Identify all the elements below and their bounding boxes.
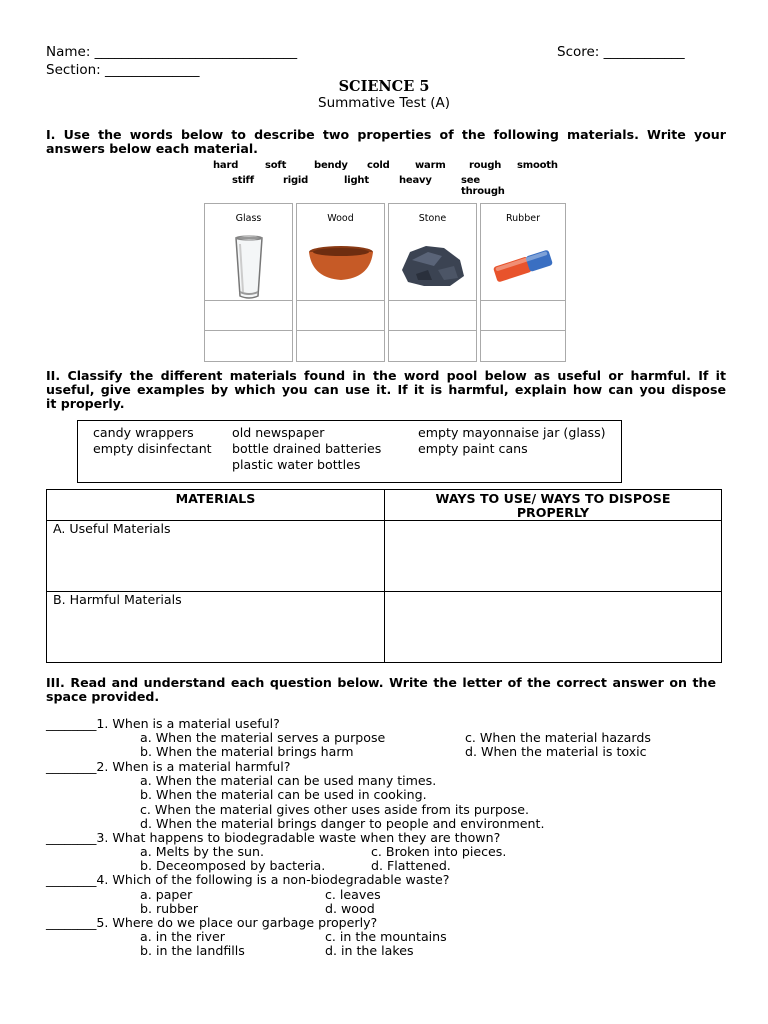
choice-2d: d. When the material brings danger to people and environment.: [140, 816, 545, 831]
word: see through: [461, 175, 505, 197]
answer-cell[interactable]: [480, 300, 566, 331]
page-title: SCIENCE 5: [338, 78, 430, 95]
part3-instruction-line1: III. Read and understand each question below. Write the letter of the correct answer on the: [46, 675, 716, 690]
question-2: ________2. When is a material harmful?: [46, 759, 291, 774]
part2-instruction-line2: useful, give examples by which you can use it. If it is harmful, explain how can you dispose: [46, 382, 726, 397]
material-card-wood: [296, 203, 385, 362]
question-4: ________4. Which of the following is a non-biodegradable waste?: [46, 872, 450, 887]
part3-instruction-line2: space provided.: [46, 689, 160, 704]
classification-table: [46, 489, 722, 663]
choice-3d: d. Flattened.: [371, 858, 451, 873]
word: hard: [213, 160, 239, 171]
question-5: ________5. Where do we place our garbage properly?: [46, 915, 378, 930]
choice-5b: b. in the landfills: [140, 943, 245, 958]
pool-item: empty mayonnaise jar (glass): [418, 425, 606, 440]
choice-3a: a. Melts by the sun.: [140, 844, 264, 859]
row-harmful-label: B. Harmful Materials: [47, 592, 385, 663]
choice-5c: c. in the mountains: [325, 929, 447, 944]
pool-item: bottle drained batteries: [232, 441, 382, 456]
material-card-glass: [204, 203, 293, 362]
material-label: Glass: [235, 213, 262, 224]
answer-cell[interactable]: [204, 330, 293, 362]
answer-cell[interactable]: [388, 330, 477, 362]
word: cold: [367, 160, 390, 171]
answer-cell[interactable]: [388, 300, 477, 331]
choice-3b: b. Deceomposed by bacteria.: [140, 858, 326, 873]
choice-4a: a. paper: [140, 887, 193, 902]
part1-instruction-line2: answers below each material.: [46, 141, 258, 156]
choice-5a: a. in the river: [140, 929, 225, 944]
answer-cell[interactable]: [204, 300, 293, 331]
answer-cell-useful[interactable]: [385, 521, 722, 592]
pool-item: empty paint cans: [418, 441, 528, 456]
part1-instruction-line1: I. Use the words below to describe two properties of the following materials. Write your: [46, 127, 726, 142]
choice-2c: c. When the material gives other uses aside from its purpose.: [140, 802, 530, 817]
answer-cell[interactable]: [296, 300, 385, 331]
word: light: [344, 175, 369, 186]
score-field[interactable]: Score: ____________: [557, 44, 685, 60]
choice-2b: b. When the material can be used in cooking.: [140, 787, 427, 802]
header-ways-line1: WAYS TO USE/ WAYS TO DISPOSE: [435, 491, 671, 506]
choice-1c: c. When the material hazards: [465, 730, 651, 745]
eraser-icon: [490, 246, 556, 286]
material-label: Stone: [418, 213, 447, 224]
choice-4c: c. leaves: [325, 887, 381, 902]
question-3: ________3. What happens to biodegradable waste when they are thown?: [46, 830, 501, 845]
pool-item: empty disinfectant: [93, 441, 212, 456]
choice-3c: c. Broken into pieces.: [371, 844, 507, 859]
answer-cell[interactable]: [480, 330, 566, 362]
header-materials: MATERIALS: [47, 490, 385, 521]
choice-5d: d. in the lakes: [325, 943, 414, 958]
choice-2a: a. When the material can be used many times.: [140, 773, 437, 788]
choice-4d: d. wood: [325, 901, 375, 916]
stone-icon: [398, 240, 468, 290]
word: heavy: [399, 175, 432, 186]
word: warm: [415, 160, 446, 171]
choice-1d: d. When the material is toxic: [465, 744, 647, 759]
word: soft: [265, 160, 287, 171]
part2-instruction-line1: II. Classify the different materials found in the word pool below as useful or harmful. If it: [46, 368, 726, 383]
choice-4b: b. rubber: [140, 901, 199, 916]
material-card-rubber: [480, 203, 566, 362]
word: bendy: [314, 160, 348, 171]
word: smooth: [517, 160, 558, 171]
wooden-bowl-icon: [306, 244, 376, 284]
word: rigid: [283, 175, 309, 186]
pool-item: candy wrappers: [93, 425, 194, 440]
page-subtitle: Summative Test (A): [318, 95, 450, 111]
name-field[interactable]: Name: ______________________________: [46, 44, 298, 60]
row-useful-label: A. Useful Materials: [47, 521, 385, 592]
material-label: Wood: [327, 213, 354, 224]
header-ways-line2: PROPERLY: [516, 505, 590, 520]
pool-item: plastic water bottles: [232, 457, 361, 472]
answer-cell[interactable]: [296, 330, 385, 362]
drinking-glass-icon: [229, 234, 269, 304]
choice-1a: a. When the material serves a purpose: [140, 730, 386, 745]
section-field[interactable]: Section: ______________: [46, 62, 200, 78]
pool-item: old newspaper: [232, 425, 325, 440]
material-card-stone: [388, 203, 477, 362]
part2-instruction-line3: it properly.: [46, 396, 125, 411]
word: stiff: [232, 175, 254, 186]
word-pool: [77, 420, 622, 483]
choice-1b: b. When the material brings harm: [140, 744, 354, 759]
header-ways: [385, 490, 722, 521]
material-label: Rubber: [505, 213, 540, 224]
word: rough: [469, 160, 502, 171]
question-1: ________1. When is a material useful?: [46, 716, 280, 731]
answer-cell-harmful[interactable]: [385, 592, 722, 663]
